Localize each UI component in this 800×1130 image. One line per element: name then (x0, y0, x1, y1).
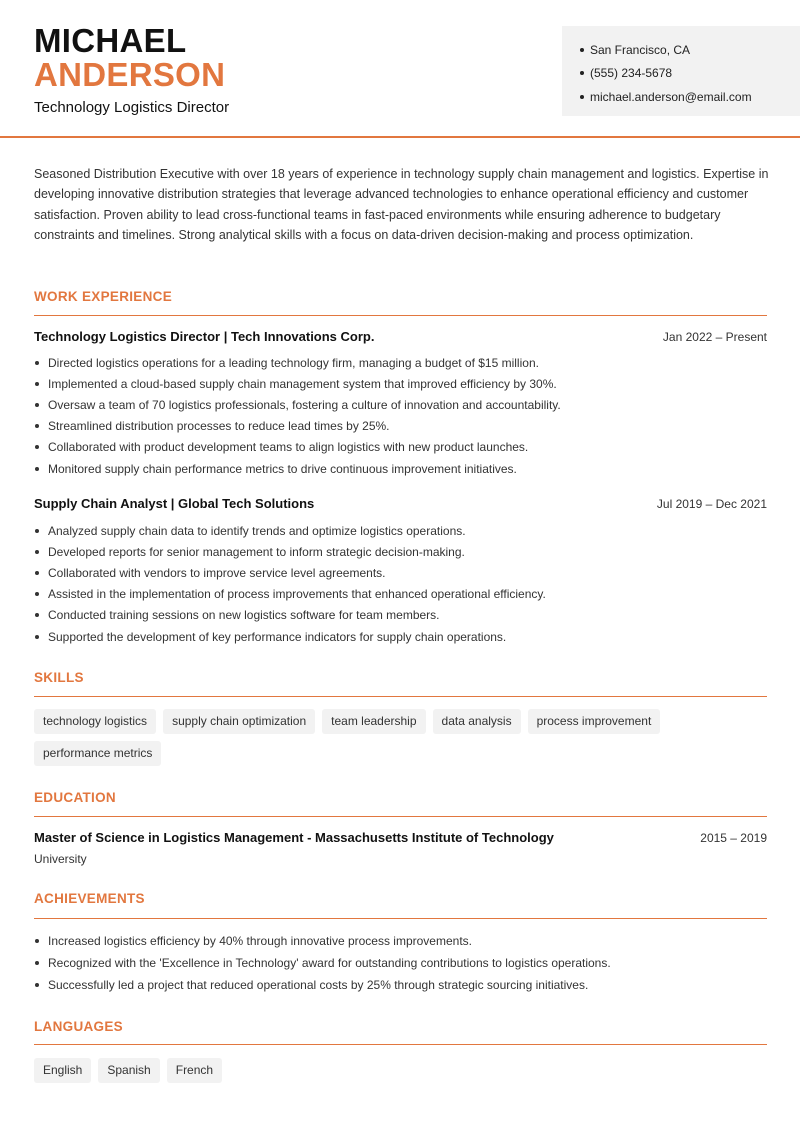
bullet-icon (35, 403, 39, 407)
last-name: ANDERSON (34, 56, 226, 93)
list-item (34, 626, 767, 647)
achievements-list (34, 930, 767, 996)
education-degree: Master of Science in Logistics Management - Massachusetts Institute of Technology (34, 830, 554, 845)
list-item-text: Streamlined distribution processes to reduce lead times by 25%. (48, 419, 390, 434)
section-title-languages: LANGUAGES (34, 1019, 123, 1034)
bullet-icon (35, 529, 39, 533)
education-dates: 2015 – 2019 (700, 830, 767, 845)
bullet-icon (35, 550, 39, 554)
list-item (34, 458, 767, 479)
list-item (34, 394, 767, 415)
bullet-icon (35, 592, 39, 596)
skill-tag: technology logistics (34, 709, 156, 734)
bullet-icon (35, 613, 39, 617)
job-role: Supply Chain Analyst | Global Tech Solutions (34, 496, 315, 511)
list-item (34, 930, 767, 952)
list-item-text: Directed logistics operations for a leading technology firm, managing a budget of $15 million. (48, 355, 539, 370)
list-item-text: Assisted in the implementation of process improvements that enhanced operational efficiency. (48, 587, 546, 602)
education-header (34, 830, 767, 845)
section-divider (34, 918, 767, 919)
bullet-icon (35, 635, 39, 639)
list-item (34, 952, 767, 974)
list-item-text: Oversaw a team of 70 logistics professionals, fostering a culture of innovation and accountability. (48, 397, 561, 412)
job-bullets-1 (34, 352, 767, 479)
job-dates: Jul 2019 – Dec 2021 (656, 496, 767, 511)
contact-location-text: San Francisco, CA (590, 42, 691, 57)
bullet-icon (580, 48, 584, 52)
list-item (34, 974, 767, 996)
list-item (34, 520, 767, 541)
skill-tag: supply chain optimization (163, 709, 315, 734)
bullet-icon (35, 939, 39, 943)
section-divider (34, 315, 767, 316)
skill-tag: performance metrics (34, 741, 161, 766)
skill-tag: data analysis (433, 709, 521, 734)
section-divider (34, 696, 767, 697)
first-name: MICHAEL (34, 22, 187, 59)
contact-email-text: michael.anderson@email.com (590, 89, 752, 104)
language-tag: English (34, 1058, 91, 1083)
education-type: University (34, 852, 87, 866)
language-tags (34, 1058, 774, 1090)
skills-tags (34, 709, 774, 773)
language-tag: Spanish (98, 1058, 159, 1083)
section-divider (34, 816, 767, 817)
bullet-icon (580, 71, 584, 75)
bullet-icon (35, 424, 39, 428)
resume-header (0, 0, 800, 138)
contact-phone-text: (555) 234-5678 (590, 66, 673, 81)
list-item-text: Collaborated with product development teams to align logistics with new product launches. (48, 440, 529, 455)
list-item (34, 562, 767, 583)
list-item-text: Increased logistics efficiency by 40% through innovative process improvements. (48, 934, 472, 948)
list-item-text: Analyzed supply chain data to identify trends and optimize logistics operations. (48, 523, 466, 538)
job-role: Technology Logistics Director | Tech Innovations Corp. (34, 329, 375, 344)
contact-phone (580, 62, 800, 86)
bullet-icon (35, 467, 39, 471)
section-title-education: EDUCATION (34, 790, 116, 805)
list-item (34, 373, 767, 394)
list-item-text: Monitored supply chain performance metrics to drive continuous improvement initiatives. (48, 461, 517, 476)
list-item (34, 352, 767, 373)
skill-tag: process improvement (528, 709, 661, 734)
list-item (34, 437, 767, 458)
job-header-1 (34, 329, 767, 344)
list-item (34, 584, 767, 605)
skill-tag: team leadership (322, 709, 425, 734)
bullet-icon (35, 445, 39, 449)
contact-email (580, 85, 800, 109)
section-title-skills: SKILLS (34, 670, 84, 685)
summary: Seasoned Distribution Executive with over 18 years of experience in technology supply chain management and logistics. Expertise in developing innovative distribution strategies that leverage advanced technologies to enhance operational efficiency and customer satisfaction. Proven ability to lead cross-functional teams in fast-paced environments while ensuring adherence to budgetary constraints and timelines. Strong analytical skills with a focus on data-driven decision-making and process optimization. (34, 167, 769, 243)
job-bullets-2 (34, 520, 767, 647)
list-item-text: Recognized with the 'Excellence in Technology' award for outstanding contributions to logistics operations. (48, 956, 611, 970)
bullet-icon (580, 95, 584, 99)
job-header-2 (34, 496, 767, 511)
contact-location (580, 38, 800, 62)
bullet-icon (35, 983, 39, 987)
contact-box (562, 26, 800, 116)
section-divider (34, 1044, 767, 1045)
bullet-icon (35, 961, 39, 965)
bullet-icon (35, 382, 39, 386)
language-tag: French (167, 1058, 222, 1083)
bullet-icon (35, 361, 39, 365)
bullet-icon (35, 571, 39, 575)
list-item-text: Conducted training sessions on new logistics software for team members. (48, 608, 440, 623)
list-item-text: Successfully led a project that reduced operational costs by 25% through strategic sourcing initiatives. (48, 978, 589, 992)
list-item-text: Supported the development of key performance indicators for supply chain operations. (48, 629, 507, 644)
list-item (34, 541, 767, 562)
list-item (34, 416, 767, 437)
list-item-text: Collaborated with vendors to improve service level agreements. (48, 565, 386, 580)
job-title: Technology Logistics Director (34, 99, 230, 116)
list-item-text: Implemented a cloud-based supply chain management system that improved efficiency by 30%. (48, 376, 557, 391)
list-item-text: Developed reports for senior management to inform strategic decision-making. (48, 544, 465, 559)
list-item (34, 605, 767, 626)
section-title-achievements: ACHIEVEMENTS (34, 891, 145, 906)
section-title-work: WORK EXPERIENCE (34, 289, 173, 304)
job-dates: Jan 2022 – Present (662, 329, 767, 344)
